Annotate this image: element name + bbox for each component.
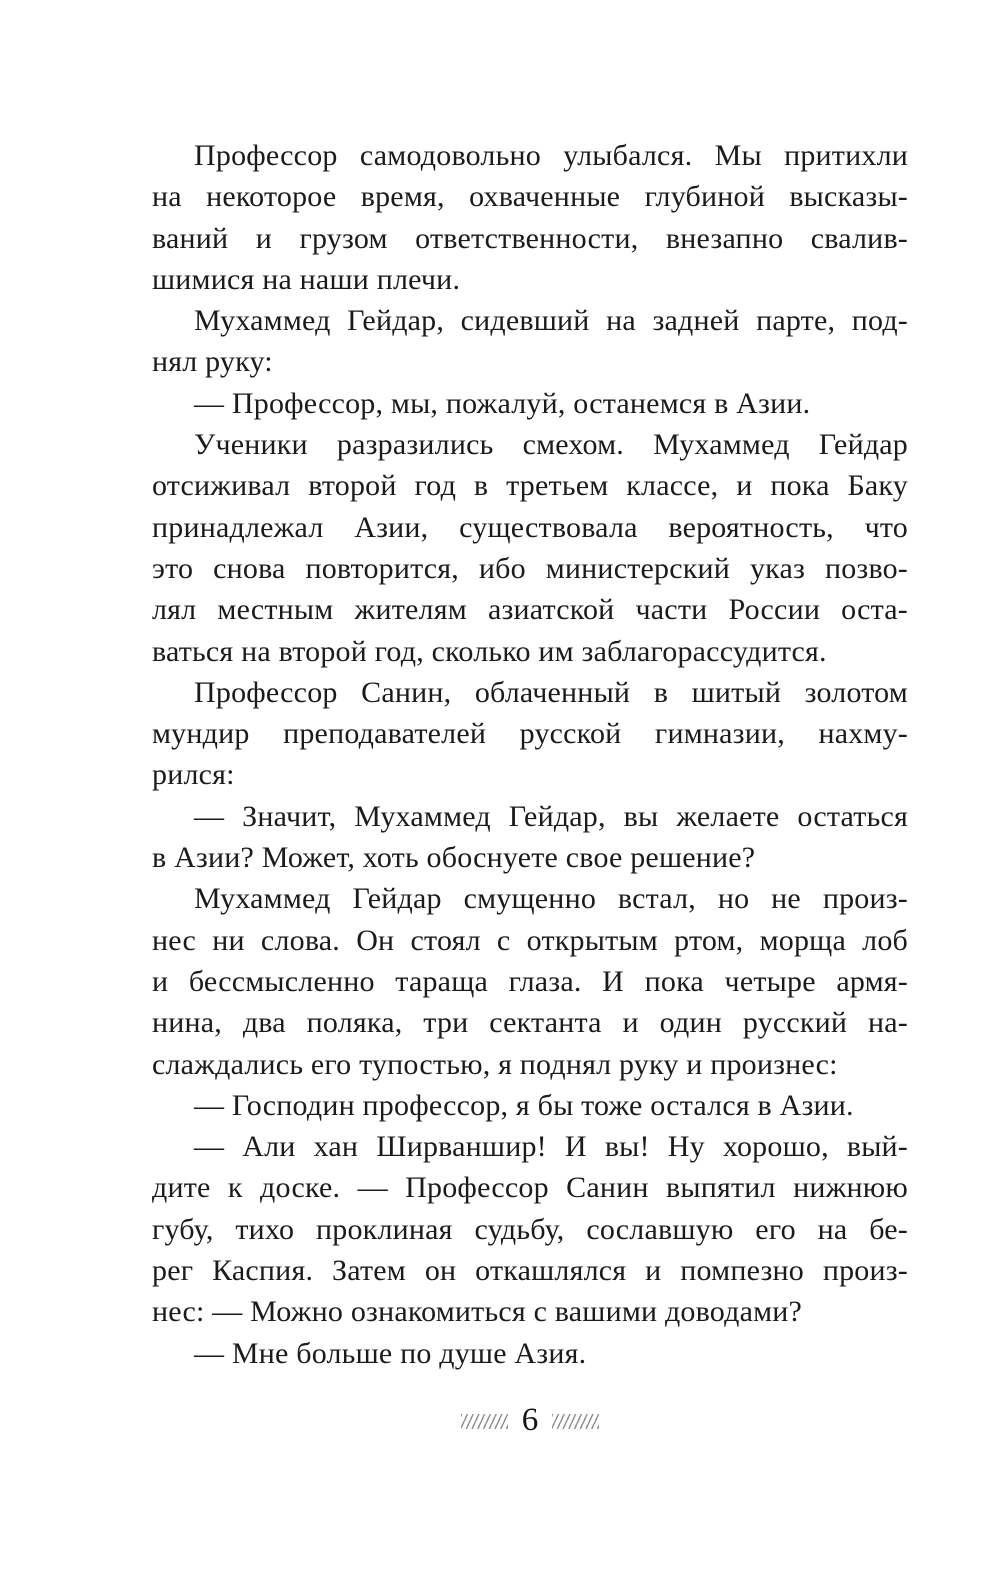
page-number: 6: [521, 1402, 539, 1438]
text-line: принадлежал Азии, существовала вероятность, что: [152, 510, 908, 544]
text-line: лял местным жителям азиатской части России оста-: [152, 593, 908, 627]
text-line: дите к доске. — Профессор Санин выпятил нижнюю: [152, 1171, 908, 1205]
text-line: нес: — Можно ознакомиться с вашими доводами?: [152, 1295, 803, 1329]
text-line: ваться на второй год, сколько им заблагорассудится.: [152, 634, 827, 668]
text-line: это снова повторится, ибо министерский указ позво-: [152, 551, 908, 585]
text-line: и бессмысленно тараща глаза. И пока четыре армя-: [152, 964, 908, 998]
paragraph: [152, 796, 908, 879]
paragraph: [152, 424, 908, 672]
text-line: рился:: [152, 758, 235, 792]
text-line: Мухаммед Гейдар смущенно встал, но не произ-: [194, 882, 908, 916]
text-line: шимися на наши плечи.: [152, 262, 461, 296]
text-line: слаждались его тупостью, я поднял руку и произнес:: [152, 1047, 838, 1081]
paragraph: [152, 383, 908, 424]
text-line: — Али хан Ширваншир! И вы! Ну хорошо, вый-: [194, 1130, 908, 1164]
text-line: Ученики разразились смехом. Мухаммед Гейдар: [194, 428, 908, 462]
text-line: — Господин профессор, я бы тоже остался в Азии.: [194, 1088, 854, 1122]
text-line: рег Каспия. Затем он откашлялся и помпезно произ-: [152, 1254, 908, 1288]
text-line: Мухаммед Гейдар, сидевший на задней парте, под-: [194, 304, 908, 338]
text-line: мундир преподавателей русской гимназии, нахму-: [152, 717, 908, 751]
text-line: Профессор самодовольно улыбался. Мы притихли: [194, 139, 908, 172]
text-line: нес ни слова. Он стоял с открытым ртом, морща лоб: [152, 923, 908, 957]
hatch-ornament-right-icon: [552, 1414, 599, 1429]
paragraph: [152, 1333, 908, 1374]
text-line: Профессор Санин, облаченный в шитый золотом: [194, 675, 908, 709]
text-line: — Профессор, мы, пожалуй, останемся в Азии.: [194, 386, 811, 420]
text-line: ваний и грузом ответственности, внезапно свалив-: [152, 221, 908, 255]
paragraph: [152, 1085, 908, 1126]
text-line: губу, тихо проклиная судьбу, сославшую его на бе-: [152, 1212, 908, 1246]
text-line: на некоторое время, охваченные глубиной высказы-: [152, 180, 908, 214]
text-line: — Значит, Мухаммед Гейдар, вы желаете остаться: [194, 799, 908, 833]
paragraph: [152, 878, 908, 1084]
text-line: в Азии? Может, хоть обоснуете свое решение?: [152, 841, 756, 875]
text-line: нял руку:: [152, 345, 273, 379]
text-block: [152, 135, 908, 1374]
text-line: — Мне больше по душе Азия.: [194, 1336, 587, 1370]
text-line: отсиживал второй год в третьем классе, и пока Баку: [152, 469, 908, 503]
text-line: нина, два поляка, три сектанта и один русский на-: [152, 1006, 908, 1040]
hatch-ornament-left-icon: [461, 1414, 508, 1429]
page-footer: [152, 1404, 908, 1439]
paragraph: [152, 672, 908, 796]
paragraph: [152, 135, 908, 300]
paragraph: [152, 1126, 908, 1332]
paragraph: [152, 300, 908, 383]
